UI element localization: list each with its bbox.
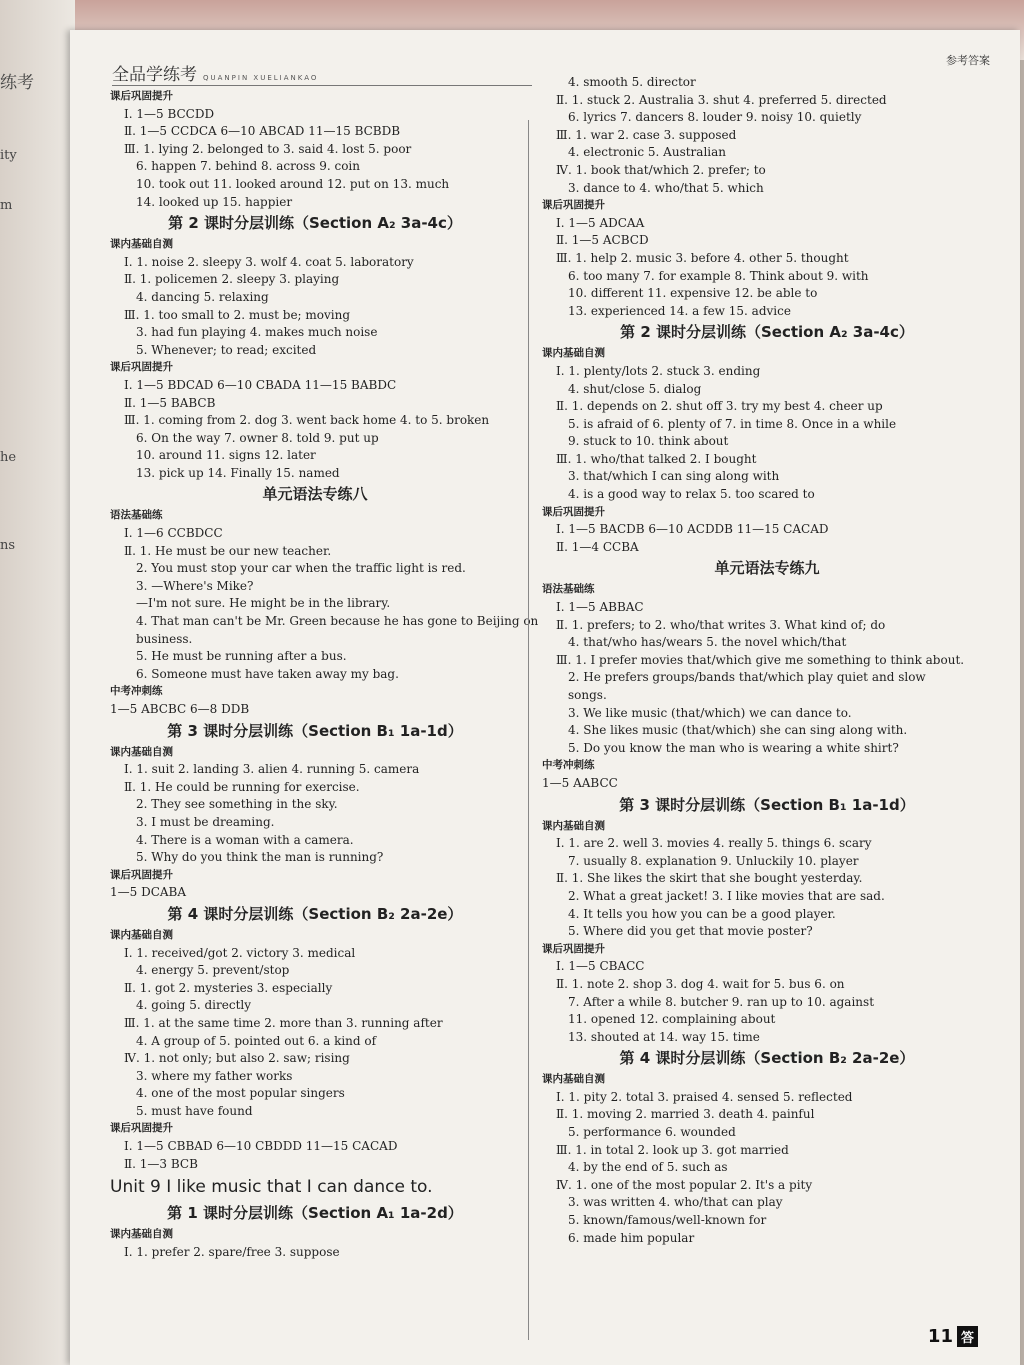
answer-line: 4. dancing 5. relaxing — [136, 289, 269, 304]
subsection-heading: 课内基础自测 — [110, 1228, 173, 1241]
answer-line: Ⅱ. 1. moving 2. married 3. death 4. painful — [556, 1107, 815, 1122]
answer-line: Ⅳ. 1. not only; but also 2. saw; rising — [124, 1051, 350, 1066]
subsection-heading: 课后巩固提升 — [542, 505, 605, 518]
margin-fragment: ity — [0, 148, 17, 163]
answer-line: Ⅲ. 1. in total 2. look up 3. got married — [556, 1142, 789, 1157]
answer-line: 4. by the end of 5. such as — [568, 1160, 728, 1175]
subsection-heading: 课内基础自测 — [542, 1073, 605, 1086]
margin-fragment: m — [0, 198, 13, 213]
answer-line: Ⅳ. 1. one of the most popular 2. It's a pity — [556, 1177, 813, 1192]
answer-line: Ⅲ. 1. coming from 2. dog 3. went back home 4. to 5. broken — [124, 413, 490, 428]
section-title: 第 1 课时分层训练（Section A₁ 1a-2d） — [167, 1204, 463, 1223]
header-pinyin: QUANPIN XUELIANKAO — [203, 74, 319, 82]
subsection-heading: 课内基础自测 — [542, 819, 605, 832]
subsection-heading: 课后巩固提升 — [110, 868, 173, 881]
answer-line: Ⅰ. 1—5 ABBAC — [556, 600, 644, 615]
answer-line: Ⅲ. 1. help 2. music 3. before 4. other 5. thought — [556, 250, 849, 265]
answer-line: 4. shut/close 5. dialog — [568, 381, 702, 396]
answer-line: 4. That man can't be Mr. Green because he has gone to Beijing on — [136, 614, 539, 629]
page-number-text: 11 — [927, 1326, 953, 1347]
margin-fragment: ns — [0, 538, 16, 553]
subsection-heading: 中考冲刺练 — [110, 685, 163, 698]
margin-fragment: 练考 — [0, 73, 34, 93]
answer-line: 4. going 5. directly — [136, 998, 252, 1013]
section-title: 单元语法专练九 — [714, 559, 820, 578]
subsection-heading: 课内基础自测 — [110, 238, 173, 251]
answer-line: 10. around 11. signs 12. later — [136, 448, 316, 463]
answer-line: Ⅰ. 1—6 CCBDCC — [124, 526, 223, 541]
answer-line: Ⅲ. 1. too small to 2. must be; moving — [124, 307, 351, 322]
answer-line: Ⅰ. 1. are 2. well 3. movies 4. really 5. things 6. scary — [556, 836, 872, 851]
answer-line: 1—5 DCABA — [110, 885, 187, 900]
answer-line: 5. known/famous/well-known for — [568, 1213, 767, 1228]
answer-line: Ⅰ. 1—5 BCCDD — [124, 106, 215, 121]
answer-line: 4. electronic 5. Australian — [568, 145, 726, 160]
answer-line: Ⅳ. 1. book that/which 2. prefer; to — [556, 162, 766, 177]
answer-line: 3. We like music (that/which) we can dance to. — [568, 705, 852, 720]
answer-line: 5. Why do you think the man is running? — [136, 850, 384, 865]
answer-line: 11. opened 12. complaining about — [568, 1012, 776, 1027]
subsection-heading: 中考冲刺练 — [542, 759, 595, 772]
answer-line: Ⅱ. 1. depends on 2. shut off 3. try my best 4. cheer up — [556, 399, 883, 414]
answer-line: 3. —Where's Mike? — [136, 578, 254, 593]
answer-line: 3. was written 4. who/that can play — [568, 1195, 783, 1210]
subsection-heading: 语法基础练 — [110, 509, 163, 522]
answer-line: 3. I must be dreaming. — [136, 814, 275, 829]
answer-line: 2. What a great jacket! 3. I like movies that are sad. — [568, 888, 885, 903]
answer-line: 9. stuck to 10. think about — [568, 434, 729, 449]
section-title: 第 2 课时分层训练（Section A₂ 3a-4c） — [620, 323, 914, 342]
answer-line: Ⅲ. 1. who/that talked 2. I bought — [556, 451, 757, 466]
unit-title: Unit 9 I like music that I can dance to. — [110, 1177, 433, 1198]
answer-line: 3. that/which I can sing along with — [568, 469, 780, 484]
section-title: 单元语法专练八 — [262, 485, 368, 504]
answer-line: 7. After a while 8. butcher 9. ran up to 10. against — [568, 994, 875, 1009]
answer-line: 5. He must be running after a bus. — [136, 649, 347, 664]
page-badge: 答 — [957, 1326, 978, 1347]
right-column — [542, 74, 992, 1247]
answer-line: Ⅱ. 1—5 ACBCD — [556, 233, 649, 248]
answer-line: Ⅰ. 1—5 ADCAA — [556, 215, 645, 230]
answer-line: Ⅱ. 1—5 BABCB — [124, 395, 216, 410]
answer-line: Ⅰ. 1. noise 2. sleepy 3. wolf 4. coat 5. laboratory — [124, 254, 414, 269]
subsection-heading: 课内基础自测 — [542, 347, 605, 360]
answer-line: 13. experienced 14. a few 15. advice — [568, 303, 791, 318]
answer-line: Ⅱ. 1. He could be running for exercise. — [124, 779, 360, 794]
answer-line: 1—5 ABCBC 6—8 DDB — [110, 702, 250, 716]
answer-line: Ⅱ. 1—3 BCB — [124, 1156, 198, 1171]
answer-line: 14. looked up 15. happier — [136, 194, 293, 209]
section-title: 第 4 课时分层训练（Section B₂ 2a-2e） — [167, 904, 463, 923]
answer-line: 10. took out 11. looked around 12. put on 13. much — [136, 176, 450, 191]
answer-line: 4. smooth 5. director — [568, 75, 696, 89]
answer-line: Ⅲ. 1. lying 2. belonged to 3. said 4. lost 5. poor — [124, 141, 412, 156]
answer-line: Ⅱ. 1. He must be our new teacher. — [124, 543, 332, 558]
answer-line: Ⅰ. 1—5 CBACC — [556, 959, 645, 974]
answer-line: Ⅰ. 1. plenty/lots 2. stuck 3. ending — [556, 363, 761, 378]
section-title: 第 4 课时分层训练（Section B₂ 2a-2e） — [619, 1049, 915, 1068]
answer-line: 3. had fun playing 4. makes much noise — [136, 325, 378, 340]
answer-line: Ⅲ. 1. I prefer movies that/which give me something to think about. — [556, 652, 965, 667]
answer-line: Ⅱ. 1. stuck 2. Australia 3. shut 4. preferred 5. directed — [556, 92, 887, 107]
answer-line: 4. is a good way to relax 5. too scared to — [568, 487, 815, 502]
answer-line: 5. Whenever; to read; excited — [136, 342, 317, 357]
answer-line: 10. different 11. expensive 12. be able to — [568, 286, 818, 301]
background-left — [0, 0, 75, 1365]
subsection-heading: 课内基础自测 — [110, 928, 173, 941]
section-title: 第 2 课时分层训练（Section A₂ 3a-4c） — [168, 214, 462, 233]
answer-line: 13. pick up 14. Finally 15. named — [136, 465, 340, 480]
answer-line: 5. Do you know the man who is wearing a white shirt? — [568, 740, 899, 755]
answer-line: 13. shouted at 14. way 15. time — [568, 1029, 760, 1044]
answer-line: 4. She likes music (that/which) she can sing along with. — [568, 723, 908, 738]
answer-line: Ⅱ. 1—4 CCBA — [556, 539, 639, 554]
answer-line: Ⅰ. 1—5 CBBAD 6—10 CBDDD 11—15 CACAD — [124, 1139, 398, 1154]
answer-line: 1—5 AABCC — [542, 775, 618, 790]
answer-line: Ⅰ. 1—5 BACDB 6—10 ACDDB 11—15 CACAD — [556, 522, 829, 537]
subsection-heading: 课后巩固提升 — [110, 1122, 173, 1135]
answer-line: 6. On the way 7. owner 8. told 9. put up — [136, 430, 379, 445]
answer-line: 4. that/who has/wears 5. the novel which/that — [568, 635, 847, 650]
answer-line: Ⅲ. 1. war 2. case 3. supposed — [556, 127, 737, 142]
answer-line: business. — [136, 631, 193, 646]
answer-line: 6. lyrics 7. dancers 8. louder 9. noisy 10. quietly — [568, 110, 862, 125]
answer-line: Ⅰ. 1. suit 2. landing 3. alien 4. running 5. camera — [124, 762, 420, 777]
answer-line: 4. energy 5. prevent/stop — [136, 963, 290, 978]
answer-line: songs. — [568, 688, 607, 702]
answer-line: Ⅱ. 1. note 2. shop 3. dog 4. wait for 5. bus 6. on — [556, 976, 845, 991]
section-title: 第 3 课时分层训练（Section B₁ 1a-1d） — [619, 795, 915, 814]
answer-line: 2. You must stop your car when the traffic light is red. — [136, 561, 466, 576]
answer-line: 5. Where did you get that movie poster? — [568, 924, 813, 939]
section-title: 第 3 课时分层训练（Section B₁ 1a-1d） — [167, 721, 463, 740]
answer-line: Ⅱ. 1. prefers; to 2. who/that writes 3. What kind of; do — [556, 617, 886, 632]
answer-line: Ⅱ. 1. policemen 2. sleepy 3. playing — [124, 272, 340, 287]
subsection-heading: 课后巩固提升 — [110, 90, 173, 102]
answer-line: 6. made him popular — [568, 1230, 695, 1245]
subsection-heading: 课后巩固提升 — [542, 199, 605, 212]
page-number — [928, 1326, 978, 1347]
answer-line: 7. usually 8. explanation 9. Unluckily 10. player — [568, 853, 859, 868]
answer-line: 6. happen 7. behind 8. across 9. coin — [136, 159, 360, 174]
answer-line: 4. one of the most popular singers — [136, 1086, 345, 1101]
header-right-label: 参考答案 — [946, 54, 990, 67]
header-title: 全品学练考 — [112, 65, 197, 85]
answer-line: 3. where my father works — [136, 1068, 293, 1083]
answer-line: —I'm not sure. He might be in the library. — [136, 596, 391, 611]
subsection-heading: 语法基础练 — [542, 583, 595, 596]
left-column — [110, 88, 539, 1261]
answer-line: 4. A group of 5. pointed out 6. a kind of — [136, 1033, 377, 1048]
answer-line: Ⅱ. 1—5 CCDCA 6—10 ABCAD 11—15 BCBDB — [124, 124, 401, 139]
answer-line: Ⅱ. 1. She likes the skirt that she bought yesterday. — [556, 871, 863, 886]
answer-line: 5. performance 6. wounded — [568, 1125, 736, 1140]
answer-line: Ⅰ. 1. received/got 2. victory 3. medical — [124, 945, 356, 960]
margin-fragment: he — [0, 450, 17, 465]
answer-page — [70, 30, 1020, 1365]
answer-line: Ⅰ. 1. prefer 2. spare/free 3. suppose — [124, 1244, 340, 1259]
column-divider — [528, 120, 529, 1340]
answer-line: Ⅰ. 1. pity 2. total 3. praised 4. sensed 5. reflected — [556, 1089, 853, 1104]
answer-line: 2. He prefers groups/bands that/which play quiet and slow — [568, 670, 926, 685]
subsection-heading: 课后巩固提升 — [542, 942, 605, 955]
answer-line: Ⅱ. 1. got 2. mysteries 3. especially — [124, 980, 333, 995]
answer-line: 2. They see something in the sky. — [136, 797, 338, 812]
subsection-heading: 课内基础自测 — [110, 745, 173, 758]
answer-line: Ⅲ. 1. at the same time 2. more than 3. running after — [124, 1015, 443, 1030]
subsection-heading: 课后巩固提升 — [110, 361, 173, 374]
answer-line: 6. Someone must have taken away my bag. — [136, 666, 399, 681]
answer-line: 3. dance to 4. who/that 5. which — [568, 180, 764, 195]
answer-line: 5. must have found — [136, 1103, 253, 1118]
answer-line: 6. too many 7. for example 8. Think about 9. with — [568, 268, 869, 283]
answer-line: Ⅰ. 1—5 BDCAD 6—10 CBADA 11—15 BABDC — [124, 377, 397, 392]
page-header — [112, 60, 318, 85]
header-rule — [112, 85, 532, 86]
answer-line: 4. It tells you how you can be a good player. — [568, 906, 836, 921]
answer-line: 4. There is a woman with a camera. — [136, 832, 354, 847]
answer-line: 5. is afraid of 6. plenty of 7. in time 8. Once in a while — [568, 416, 897, 431]
